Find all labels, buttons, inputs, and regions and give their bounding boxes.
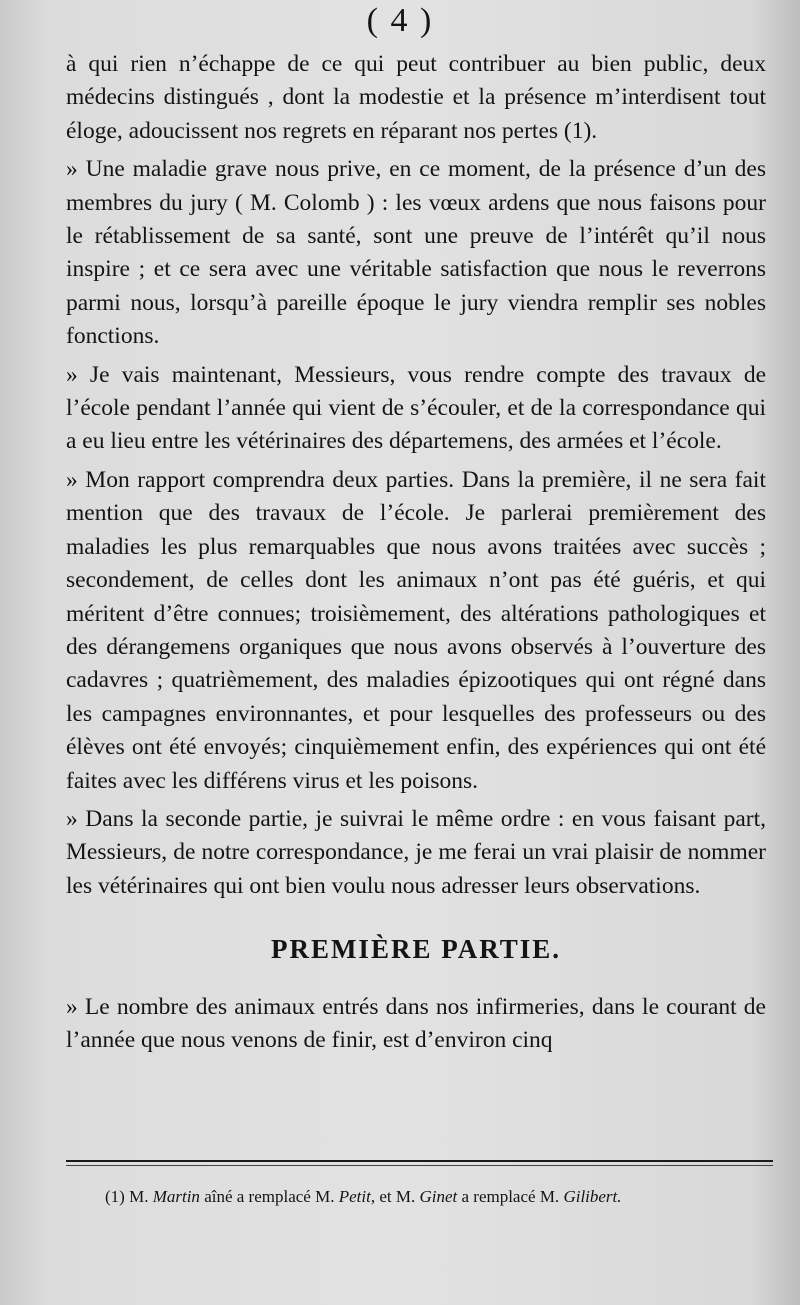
paragraph-2: » Une maladie grave nous prive, en ce moment, de la présence d’un des membres du jury ( M. Colomb ) : les vœux ardens que nous faisons pour le rétablissement de sa santé, sont une preuve de l’intérêt qu’il nous inspire ; et ce sera avec une véritable satisfaction que nous le reverrons parmi nous, lorsqu’à pareille époque le jury viendra remplir ses nobles fonctions. xyxy=(66,156,766,350)
footnote-text-3: , et M. xyxy=(370,1187,416,1206)
footnote-text-4: a remplacé M. xyxy=(461,1187,560,1206)
footnote-rule xyxy=(66,1160,773,1162)
footnote-name-gilibert: Gilibert. xyxy=(563,1187,622,1206)
body-text xyxy=(66,48,766,1057)
footnote-marker: (1) xyxy=(105,1187,125,1206)
footnote-name-petit: Petit xyxy=(338,1187,371,1206)
section-paragraph: » Le nombre des animaux entrés dans nos infirmeries, dans le courant de l’année que nous venons de finir, est d’environ cinq xyxy=(66,993,766,1053)
paragraph-4: » Mon rapport comprendra deux parties. Dans la première, il ne sera fait mention que des travaux de l’école. Je parlerai premièrement des maladies les plus remarquables que nous avons traitées avec succès ; secondement, de celles dont les animaux n’ont pas été guéris, et qui méritent d’être connues; troisièmement, des altérations pathologiques et des dérangemens organiques que nous avons observés à l’ouverture des cadavres ; quatrièmement, des maladies épizootiques qui ont régné dans les campagnes environnantes, et pour lesquelles des professeurs ou des élèves ont été envoyés; cinquièmement enfin, des expériences qui ont été faites avec les différens virus et les poisons. xyxy=(66,466,766,794)
footnote-name-martin: Martin xyxy=(152,1187,200,1206)
paragraph-5: » Dans la seconde partie, je suivrai le même ordre : en vous faisant part, Messieurs, de notre correspondance, je me ferai un vrai plaisir de nommer les vétérinaires qui ont bien voulu nous adresser leurs observations. xyxy=(66,805,766,899)
footnote xyxy=(105,1186,785,1208)
footnote-text-1: M. xyxy=(129,1187,149,1206)
paragraph-1: à qui rien n’échappe de ce qui peut contribuer au bien public, deux médecins distingués , dont la modestie et la présence m’interdisent tout éloge, adoucissent nos regrets en réparant nos pertes (1). xyxy=(66,51,766,144)
page-number: ( 4 ) xyxy=(366,2,434,39)
paragraph-3: » Je vais maintenant, Messieurs, vous rendre compte des travaux de l’école pendant l’année qui vient de s’écouler, et de la correspondance qui a eu lieu entre les vétérinaires des départemens, des armées et l’école. xyxy=(66,361,766,455)
section-heading: PREMIÈRE PARTIE. xyxy=(270,934,562,965)
footnote-name-ginet: Ginet xyxy=(419,1187,458,1206)
footnote-text-2: aîné a remplacé M. xyxy=(204,1187,335,1206)
footnote-rule-thin xyxy=(66,1165,773,1166)
